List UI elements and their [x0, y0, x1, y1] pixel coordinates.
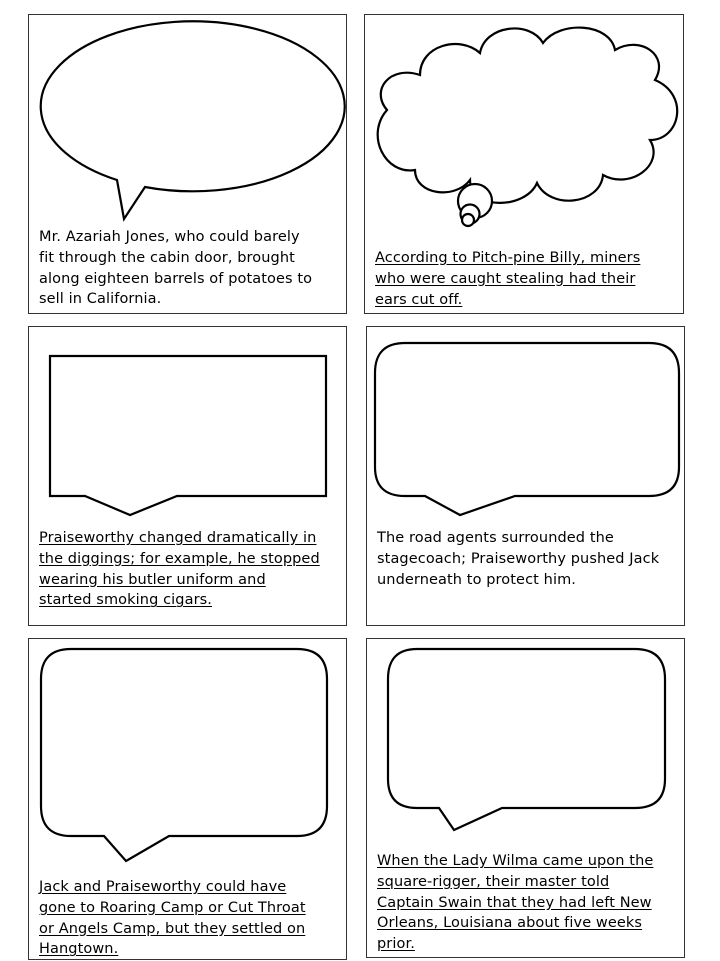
caption-line: fit through the cabin door, brought — [39, 249, 295, 266]
caption-line: stagecoach; Praiseworthy pushed Jack — [377, 550, 660, 567]
panel-4 — [366, 326, 685, 626]
caption-line: square-rigger, their master told — [377, 873, 610, 890]
panel-6 — [366, 638, 685, 958]
caption-line: When the Lady Wilma came upon the — [377, 853, 654, 869]
caption-line: who were caught stealing had their — [375, 270, 636, 287]
caption-line: wearing his butler uniform and — [39, 571, 266, 588]
caption-line: along eighteen barrels of potatoes to — [39, 270, 313, 287]
caption-line: underneath to protect him. — [377, 571, 577, 588]
caption-line: or Angels Camp, but they settled on — [39, 920, 306, 937]
caption-line: Captain Swain that they had left New — [377, 894, 652, 911]
panel-caption — [377, 528, 682, 590]
panel-3 — [28, 326, 347, 626]
caption-line: The road agents surrounded the — [377, 530, 614, 546]
caption-line: Hangtown. — [39, 941, 119, 958]
caption-line: ears cut off. — [375, 291, 463, 308]
caption-line: prior. — [377, 936, 415, 953]
caption-line: Praiseworthy changed dramatically in — [39, 530, 317, 546]
caption-line: Orleans, Louisiana about five weeks — [377, 915, 643, 932]
caption-line: gone to Roaring Camp or Cut Throat — [39, 899, 306, 916]
panel-1 — [28, 14, 347, 314]
panel-caption — [375, 248, 680, 310]
caption-line: Mr. Azariah Jones, who could barely — [39, 229, 300, 245]
panel-caption — [39, 877, 344, 960]
caption-line: According to Pitch-pine Billy, miners — [375, 250, 641, 266]
caption-line: the diggings; for example, he stopped — [39, 550, 320, 567]
panel-caption — [39, 528, 344, 611]
caption-line: sell in California. — [39, 291, 162, 308]
caption-line: Jack and Praiseworthy could have — [39, 879, 287, 895]
panel-2 — [364, 14, 684, 314]
panel-caption — [39, 227, 339, 310]
panel-5 — [28, 638, 347, 960]
caption-line: started smoking cigars. — [39, 592, 213, 609]
panel-caption — [377, 851, 682, 955]
